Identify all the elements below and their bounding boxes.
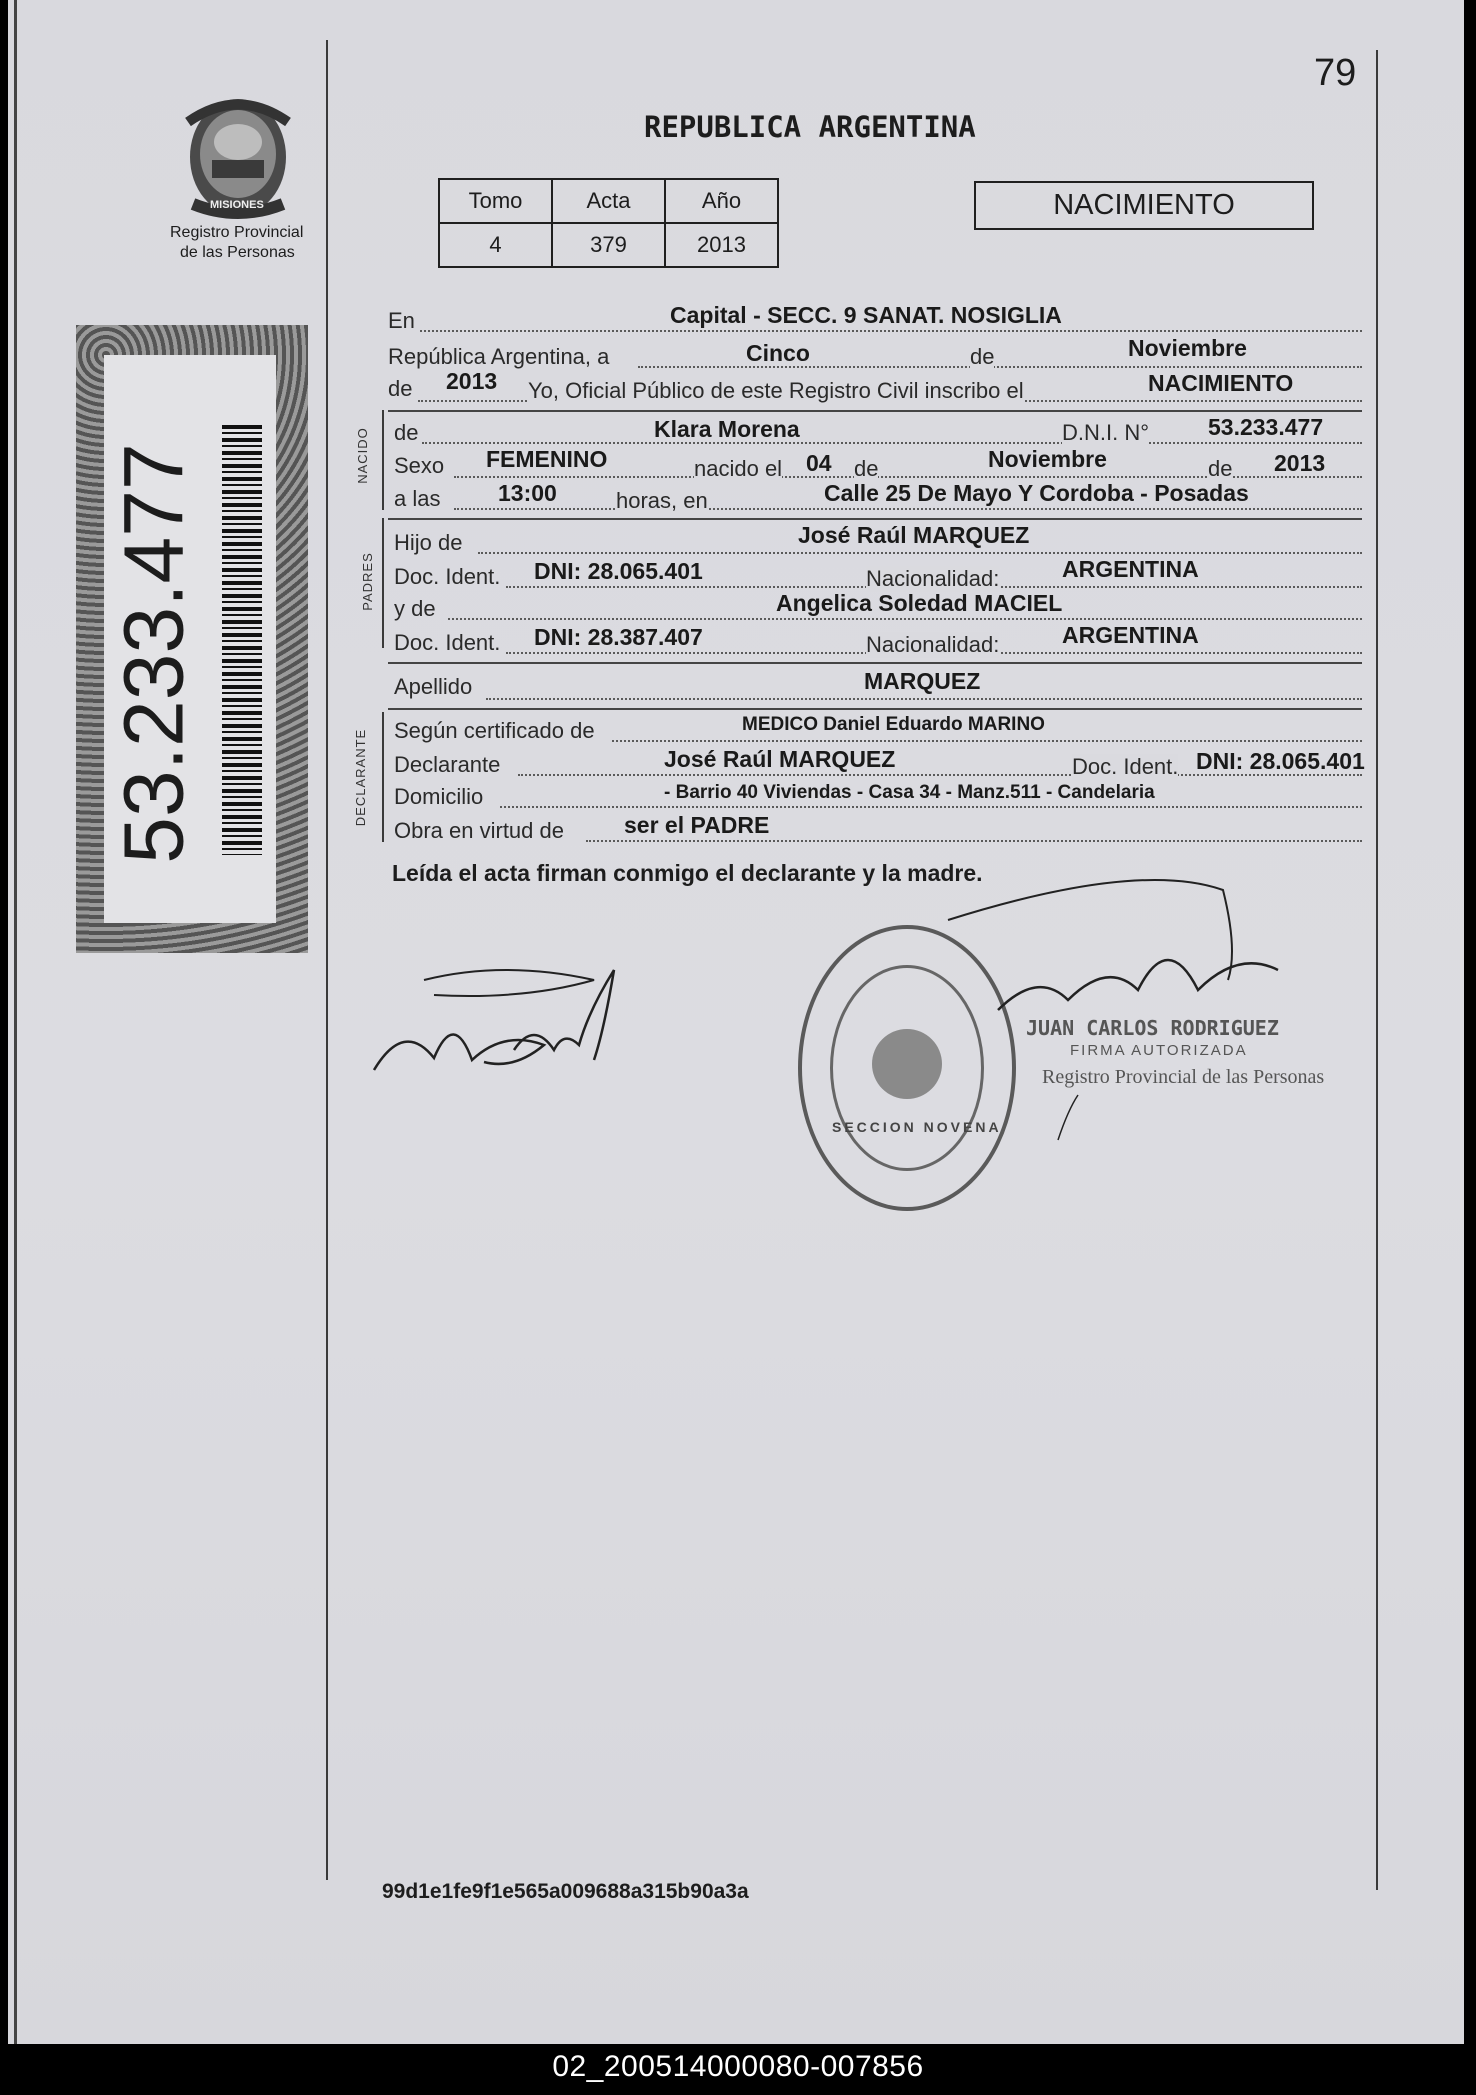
obra-label: Obra en virtud de — [394, 818, 564, 843]
nacido-de-label-2: de — [854, 456, 879, 481]
record-value-ano: 2013 — [665, 223, 778, 267]
intro-en-label: En — [388, 308, 415, 333]
dotted-leader — [422, 442, 1362, 444]
dotted-leader — [448, 618, 1362, 620]
mother-name: Angelica Soledad MACIEL — [776, 590, 1063, 616]
mother-nationality: ARGENTINA — [1062, 622, 1199, 648]
section-divider — [388, 410, 1362, 412]
intro-month: Noviembre — [1128, 335, 1247, 361]
section-bracket — [382, 712, 384, 842]
intro-year: 2013 — [446, 368, 498, 394]
closing-statement: Leída el acta firman conmigo el declarante y la madre. — [392, 860, 983, 886]
hijo-de-label: Hijo de — [394, 530, 463, 555]
record-header-acta: Acta — [552, 179, 665, 223]
section-divider — [388, 662, 1362, 664]
section-label-nacido: NACIDO — [354, 427, 370, 484]
certificate-issuer: MEDICO Daniel Eduardo MARINO — [742, 714, 1045, 735]
declarante-label: Declarante — [394, 752, 501, 777]
father-doc: DNI: 28.065.401 — [534, 558, 703, 584]
a-las-label: a las — [394, 486, 441, 511]
record-table — [438, 178, 779, 268]
document-title: REPUBLICA ARGENTINA — [644, 110, 976, 144]
intro-record-type: NACIMIENTO — [1148, 370, 1294, 396]
intro-location: Capital - SECC. 9 SANAT. NOSIGLIA — [670, 302, 1062, 328]
dotted-leader — [486, 698, 1362, 700]
dotted-leader — [420, 330, 1362, 332]
intro-oficial-label: Yo, Oficial Público de este Registro Civil inscribo el — [528, 378, 1024, 403]
barcode-bars — [222, 425, 262, 855]
declarant-doc: DNI: 28.065.401 — [1196, 748, 1365, 774]
seal-crest-icon — [872, 1029, 942, 1099]
child-dni: 53.233.477 — [1208, 414, 1324, 440]
apellido-value: MARQUEZ — [864, 668, 981, 694]
mother-doc: DNI: 28.387.407 — [534, 624, 703, 650]
document-hash: 99d1e1fe9f1e565a009688a315b90a3a — [382, 1880, 749, 1903]
section-bracket — [382, 410, 384, 510]
birth-day: 04 — [806, 450, 832, 476]
mother-doc-label: Doc. Ident. — [394, 630, 501, 655]
dotted-leader — [586, 840, 1362, 842]
father-doc-label: Doc. Ident. — [394, 564, 501, 589]
official-org: Registro Provincial de las Personas — [1042, 1066, 1325, 1088]
father-name: José Raúl MARQUEZ — [798, 522, 1030, 548]
record-value-acta: 379 — [552, 223, 665, 267]
certificado-label: Según certificado de — [394, 718, 595, 743]
intro-day: Cinco — [746, 340, 810, 366]
birth-place: Calle 25 De Mayo Y Cordoba - Posadas — [824, 480, 1249, 506]
record-header-ano: Año — [665, 179, 778, 223]
horas-en-label: horas, en — [616, 488, 708, 513]
child-name: Klara Morena — [654, 416, 800, 442]
seal-inner-text: SECCION NOVENA — [832, 1119, 1002, 1135]
declarant-doc-label: Doc. Ident. — [1072, 754, 1179, 779]
logo-line-2: de las Personas — [180, 244, 295, 261]
section-bracket — [382, 518, 384, 648]
logo-emblem-text: MISIONES — [210, 199, 264, 211]
page-number: 79 — [1314, 52, 1357, 94]
right-margin-rule — [1376, 50, 1378, 1890]
nacido-el-label: nacido el — [694, 456, 783, 481]
obra-value: ser el PADRE — [624, 812, 770, 838]
official-role: FIRMA AUTORIZADA — [1070, 1042, 1248, 1059]
birth-year: 2013 — [1274, 450, 1326, 476]
mother-nationality-label: Nacionalidad: — [866, 632, 1000, 657]
record-value-tomo: 4 — [439, 223, 552, 267]
father-nationality: ARGENTINA — [1062, 556, 1199, 582]
apellido-label: Apellido — [394, 674, 473, 699]
birth-month: Noviembre — [988, 446, 1107, 472]
father-nationality-label: Nacionalidad: — [866, 566, 1000, 591]
child-sex: FEMENINO — [486, 446, 608, 472]
nacido-de-label-3: de — [1208, 456, 1233, 481]
record-header-tomo: Tomo — [439, 179, 552, 223]
logo-line-1: Registro Provincial — [170, 224, 304, 241]
domicilio-label: Domicilio — [394, 784, 484, 809]
section-divider — [388, 708, 1362, 710]
dotted-leader — [478, 552, 1362, 554]
barcode-block — [76, 325, 308, 953]
left-margin-rule — [326, 40, 328, 1880]
dni-label: D.N.I. N° — [1062, 420, 1150, 445]
section-label-padres: PADRES — [359, 552, 375, 611]
dotted-leader — [500, 806, 1362, 808]
record-type-badge: NACIMIENTO — [974, 181, 1314, 230]
section-divider — [388, 518, 1362, 520]
intro-de-label: de — [970, 344, 995, 369]
declarant-address: - Barrio 40 Viviendas - Casa 34 - Manz.511 - Candelaria — [664, 782, 1155, 803]
birth-time: 13:00 — [498, 480, 557, 506]
official-name: JUAN CARLOS RODRIGUEZ — [1026, 1016, 1279, 1040]
dotted-leader — [454, 508, 1362, 510]
section-label-declarante: DECLARANTE — [353, 728, 369, 827]
barcode-number: 53.233.477 — [106, 443, 201, 864]
intro-republica-label: República Argentina, a — [388, 344, 610, 369]
left-edge-rule — [14, 0, 17, 2044]
y-de-label: y de — [394, 596, 436, 621]
scan-footer-id: 02_200514000080-007856 — [552, 2050, 924, 2083]
sexo-label: Sexo — [394, 453, 445, 478]
declarant-signature-icon — [364, 950, 654, 1080]
declarant-name: José Raúl MARQUEZ — [664, 746, 896, 772]
intro-de2-label: de — [388, 376, 413, 401]
registry-logo — [158, 92, 318, 264]
document-page — [8, 0, 1464, 2044]
dotted-leader — [612, 740, 1362, 742]
nacido-de-label: de — [394, 420, 419, 445]
